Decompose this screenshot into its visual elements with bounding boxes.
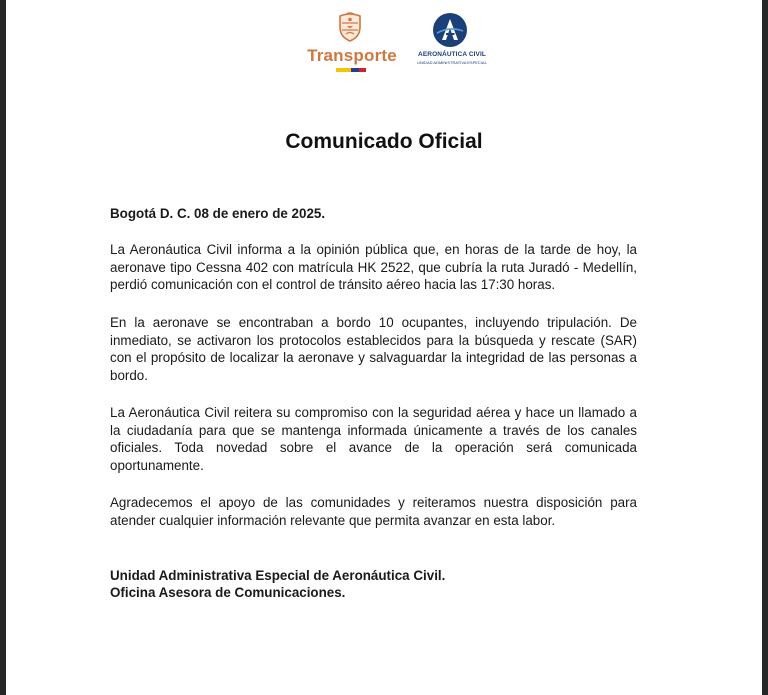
flag-red-stripe — [359, 68, 366, 72]
colombia-flag-bar — [336, 68, 366, 72]
signature-line-2: Oficina Asesora de Comunicaciones. — [110, 585, 346, 600]
flag-blue-stripe — [351, 68, 359, 72]
paragraph-4: Agradecemos el apoyo de las comunidades y reiteramos nuestra disposición para atender cualquier información relevante que permita avanzar en esta labor. — [110, 495, 637, 528]
coat-of-arms-icon — [336, 12, 364, 42]
paragraph-1: La Aeronáutica Civil informa a la opinión pública que, en horas de la tarde de hoy, la aeronave tipo Cessna 402 con matrícula HK 2522, que cubría la ruta Juradó - Medellín, perdió comunicación con el control de tránsito aéreo hacia las 17:30 horas. — [110, 242, 637, 292]
document-page — [6, 0, 762, 695]
signature-line-1: Unidad Administrativa Especial de Aeronáutica Civil. — [110, 568, 446, 583]
flag-yellow-stripe — [336, 68, 351, 72]
transporte-logo-text: Transporte — [307, 46, 397, 65]
paragraph-2: En la aeronave se encontraban a bordo 10 ocupantes, incluyendo tripulación. De inmediato, se activaron los protocolos establecidos para la búsqueda y rescate (SAR) con el propósito de localizar la aeronave y salvaguardar la integridad de las personas a bordo. — [110, 315, 637, 383]
aerocivil-a-icon — [432, 12, 468, 48]
aerocivil-logo — [414, 12, 490, 72]
aerocivil-logo-name: AERONÁUTICA CIVIL — [418, 51, 486, 58]
document-title: Comunicado Oficial — [285, 130, 483, 153]
aerocivil-logo-subtitle: UNIDAD ADMINISTRATIVA ESPECIAL — [417, 60, 487, 65]
transporte-logo — [302, 12, 402, 76]
paragraph-3: La Aeronáutica Civil reitera su compromiso con la seguridad aérea y hace un llamado a la ciudadanía para que se mantenga informada únicamente a través de los canales oficiales. Toda novedad sobre el avance de la operación será comunicada oportunamente. — [110, 405, 637, 473]
date-line: Bogotá D. C. 08 de enero de 2025. — [110, 206, 326, 221]
